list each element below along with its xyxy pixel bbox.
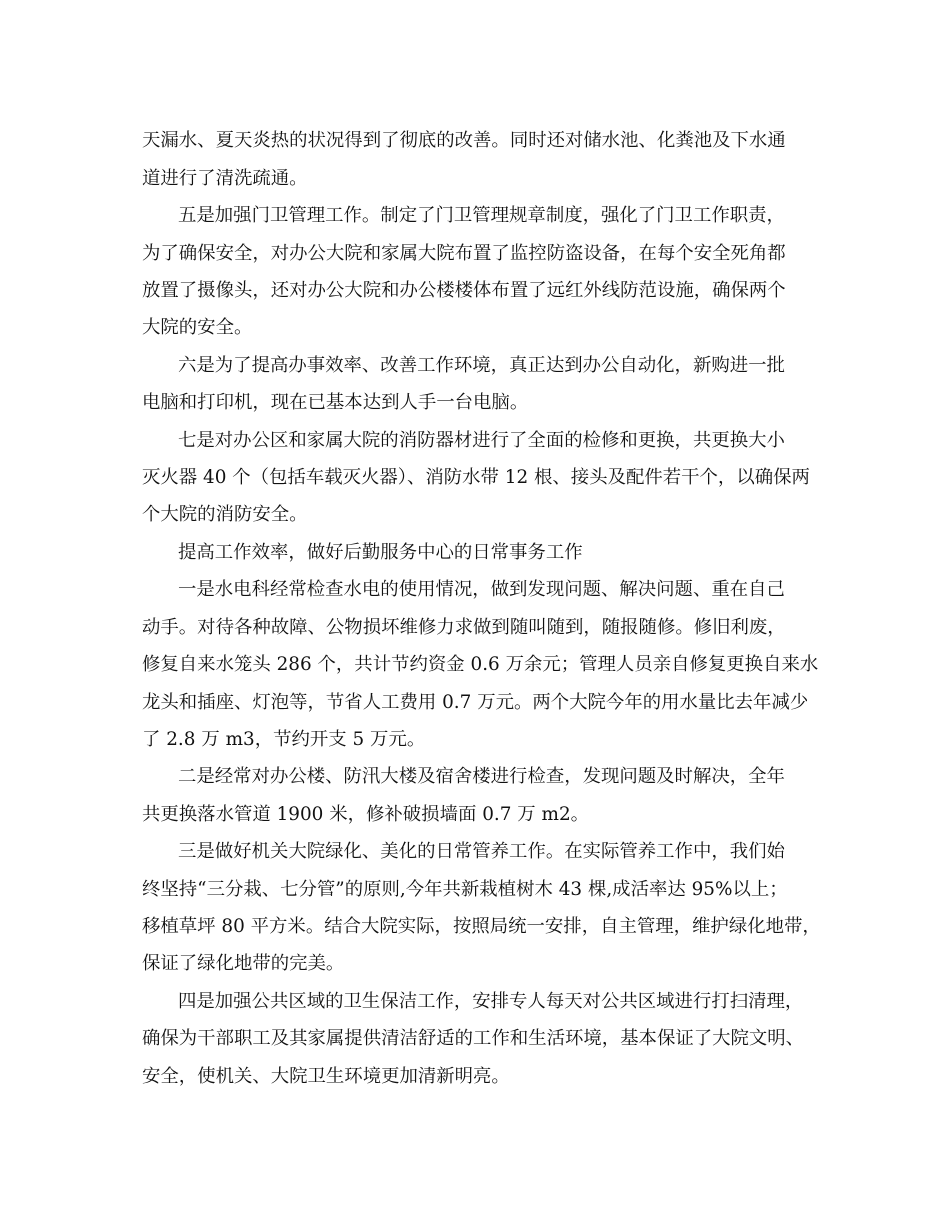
paragraph-line: 修复自来水笼头 286 个，共计节约资金 0.6 万余元；管理人员亲自修复更换自来水 — [142, 654, 819, 675]
paragraph-line: 终坚持“三分栽、七分管”的原则,今年共新栽植树木 43 棵,成活率达 95%以上； — [142, 879, 788, 900]
paragraph-line: 电脑和打印机，现在已基本达到人手一台电脑。 — [142, 392, 529, 413]
paragraph-first-line: 三是做好机关大院绿化、美化的日常管养工作。在实际管养工作中，我们始 — [178, 841, 785, 862]
paragraph-line: 个大院的消防安全。 — [142, 504, 308, 525]
paragraph-first-line: 二是经常对办公楼、防汛大楼及宿舍楼进行检查，发现问题及时解决，全年 — [178, 766, 785, 787]
section-heading: 提高工作效率，做好后勤服务中心的日常事务工作 — [178, 542, 583, 563]
paragraph-line: 确保为干部职工及其家属提供清洁舒适的工作和生活环境，基本保证了大院文明、 — [142, 1028, 805, 1049]
paragraph-line: 天漏水、夏天炎热的状况得到了彻底的改善。同时还对储水池、化粪池及下水通 — [142, 130, 786, 151]
paragraph-first-line: 七是对办公区和家属大院的消防器材进行了全面的检修和更换，共更换大小 — [178, 430, 785, 451]
paragraph-line: 道进行了清洗疏通。 — [142, 168, 308, 189]
paragraph-line: 保证了绿化地带的完美。 — [142, 953, 345, 974]
paragraph-line: 放置了摄像头，还对办公大院和办公楼楼体布置了远红外线防范设施，确保两个 — [142, 280, 786, 301]
paragraph-line: 了 2.8 万 m3，节约开支 5 万元。 — [142, 729, 426, 750]
paragraph-line: 灭火器 40 个（包括车载灭火器）、消防水带 12 根、接头及配件若干个，以确保两 — [142, 467, 810, 488]
paragraph-line: 为了确保安全，对办公大院和家属大院布置了监控防盗设备，在每个安全死角都 — [142, 243, 786, 264]
paragraph-line: 移植草坪 80 平方米。结合大院实际，按照局统一安排，自主管理，维护绿化地带， — [142, 916, 821, 937]
paragraph-line: 大院的安全。 — [142, 317, 253, 338]
paragraph-first-line: 一是水电科经常检查水电的使用情况，做到发现问题、解决问题、重在自己 — [178, 579, 785, 600]
paragraph-line: 安全，使机关、大院卫生环境更加清新明亮。 — [142, 1066, 510, 1087]
paragraph-line: 共更换落水管道 1900 米，修补破损墙面 0.7 万 m2。 — [142, 804, 590, 825]
paragraph-line: 龙头和插座、灯泡等，节省人工费用 0.7 万元。两个大院今年的用水量比去年减少 — [142, 692, 809, 713]
paragraph-first-line: 四是加强公共区域的卫生保洁工作，安排专人每天对公共区域进行打扫清理， — [178, 991, 804, 1012]
paragraph-first-line: 五是加强门卫管理工作。制定了门卫管理规章制度，强化了门卫工作职责， — [178, 205, 785, 226]
paragraph-first-line: 六是为了提高办事效率、改善工作环境，真正达到办公自动化，新购进一批 — [178, 355, 785, 376]
paragraph-line: 动手。对待各种故障、公物损坏维修力求做到随叫随到，随报随修。修旧利废， — [142, 617, 786, 638]
